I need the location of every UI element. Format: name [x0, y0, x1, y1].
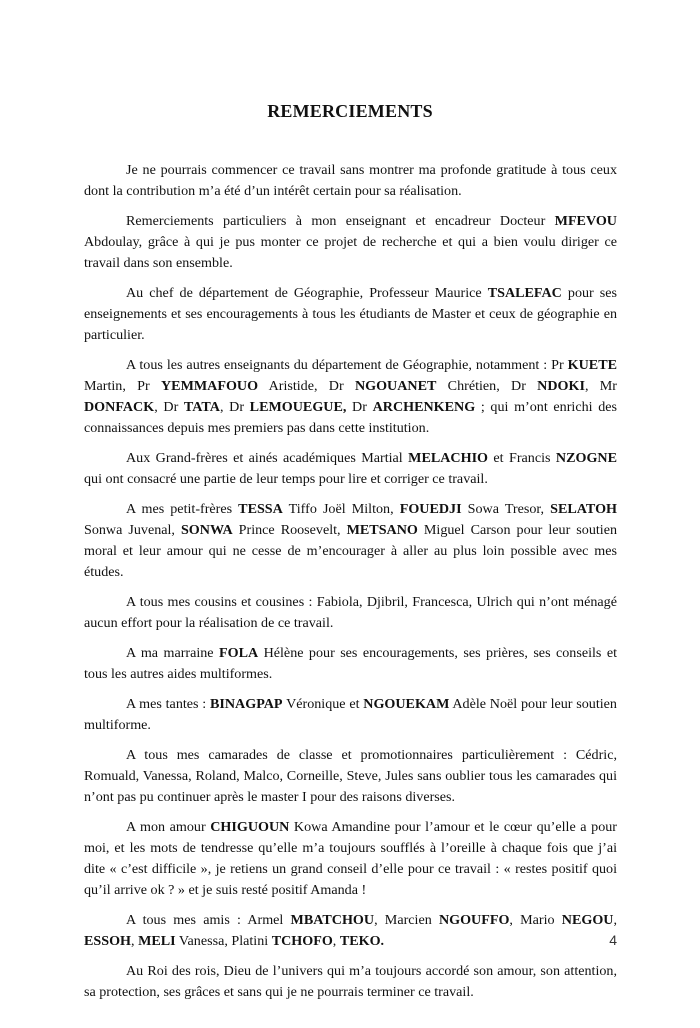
- text-run: Véronique et: [282, 696, 364, 712]
- acknowledgements-body: [84, 160, 617, 1012]
- paragraph: [84, 745, 617, 808]
- text-run: , Dr: [219, 399, 250, 415]
- bold-name: KUETE: [567, 357, 617, 373]
- bold-name: MFEVOU: [554, 213, 617, 229]
- bold-name: DONFACK: [84, 399, 155, 415]
- paragraph: [84, 448, 617, 490]
- text-run: A ma marraine: [126, 645, 219, 661]
- bold-name: BINAGPAP: [209, 696, 283, 712]
- text-run: ,: [131, 933, 139, 949]
- text-run: Prince Roosevelt,: [232, 522, 347, 538]
- paragraph: [84, 283, 617, 346]
- text-run: Je ne pourrais commencer ce travail sans montrer ma profonde gratitude à tous ceux dont la contribution m’a été d’un intérêt certain pour sa réalisation.: [84, 162, 617, 199]
- text-run: A mes petit-frères: [126, 501, 239, 517]
- bold-name: NGOUANET: [354, 378, 437, 394]
- text-run: Sonwa Juvenal,: [84, 522, 181, 538]
- paragraph: [84, 694, 617, 736]
- text-run: A tous mes cousins et cousines : Fabiola, Djibril, Francesca, Ulrich qui n’ont ménagé aucun effort pour la réalisation de ce travail.: [84, 594, 617, 631]
- text-run: ; qui m’ont enrichi des connaissances depuis mes premiers pas dans cette institution.: [84, 399, 617, 436]
- bold-name: MELI: [138, 933, 176, 949]
- bold-name: LEMOUEGUE,: [249, 399, 347, 415]
- paragraph: [84, 817, 617, 901]
- text-run: Remerciements particuliers à mon enseignant et encadreur Docteur: [126, 213, 555, 229]
- text-run: , Mr: [584, 378, 617, 394]
- text-run: Tiffo Joël Milton,: [282, 501, 400, 517]
- text-run: pour ses enseignements et ses encouragements à tous les étudiants de Master et ceux de géographie en particulier.: [84, 285, 617, 343]
- bold-name: FOLA: [219, 645, 259, 661]
- bold-name: YEMMAFOUO: [160, 378, 259, 394]
- text-run: Miguel Carson pour leur soutien moral et leur amour qui ne cesse de m’encourager à aller au plus loin possible avec mes études.: [84, 522, 617, 580]
- paragraph: [84, 910, 617, 952]
- paragraph: [84, 160, 617, 202]
- bold-name: TESSA: [238, 501, 283, 517]
- paragraph: [84, 211, 617, 274]
- bold-name: MELACHIO: [408, 450, 489, 466]
- text-run: Abdoulay, grâce à qui je pus monter ce projet de recherche et qui a bien voulu diriger ce travail dans son ensemble.: [84, 234, 617, 271]
- bold-name: TCHOFO: [271, 933, 333, 949]
- paragraph: [84, 355, 617, 439]
- text-run: A mon amour: [126, 819, 211, 835]
- paragraph: [84, 499, 617, 583]
- text-run: Au Roi des rois, Dieu de l’univers qui m’a toujours accordé son amour, son attention, sa protection, ses grâces et sans qui je ne pourrais terminer ce travail.: [84, 963, 617, 1000]
- text-run: , Dr: [154, 399, 184, 415]
- bold-name: METSANO: [346, 522, 418, 538]
- text-run: A tous mes amis : Armel: [126, 912, 291, 928]
- bold-name: TEKO.: [339, 933, 385, 949]
- text-run: A tous mes camarades de classe et promotionnaires particulièrement : Cédric, Romuald, Vanessa, Roland, Malco, Corneille, Steve, Jules sans oublier tous les camarades qui n’ont pas pu continuer après le master I pour des raisons diverses.: [84, 747, 617, 805]
- bold-name: CHIGUOUN: [210, 819, 290, 835]
- text-run: Vanessa, Platini: [175, 933, 272, 949]
- paragraph: [84, 643, 617, 685]
- text-run: Aux Grand-frères et ainés académiques Martial: [126, 450, 409, 466]
- bold-name: TSALEFAC: [487, 285, 562, 301]
- text-run: Sowa Tresor,: [461, 501, 551, 517]
- text-run: Aristide, Dr: [258, 378, 355, 394]
- bold-name: NEGOU: [561, 912, 614, 928]
- text-run: Au chef de département de Géographie, Professeur Maurice: [126, 285, 488, 301]
- text-run: et Francis: [488, 450, 556, 466]
- text-run: A mes tantes :: [126, 696, 210, 712]
- text-run: Hélène pour ses encouragements, ses prières, ses conseils et tous les autres aides multiformes.: [84, 645, 617, 682]
- bold-name: NDOKI: [537, 378, 585, 394]
- page-number: 4: [609, 932, 617, 948]
- bold-name: SONWA: [180, 522, 233, 538]
- bold-name: ESSOH: [84, 933, 132, 949]
- text-run: Kowa Amandine pour l’amour et le cœur qu’elle a pour moi, et les mots de tendresse qu’elle m’a toujours soufflés à l’oreille à chaque fois que j’ai dite « c’est difficile », je retiens un grand conseil d’elle pour ce travail : « restes positif quoi qu’il arrive ok ? » et je suis resté positif Amanda !: [84, 819, 617, 898]
- bold-name: NGOUFFO: [438, 912, 510, 928]
- bold-name: ARCHENKENG: [372, 399, 476, 415]
- bold-name: FOUEDJI: [399, 501, 462, 517]
- text-run: Martin, Pr: [84, 378, 161, 394]
- paragraph: [84, 961, 617, 1003]
- bold-name: TATA: [183, 399, 220, 415]
- text-run: Dr: [346, 399, 373, 415]
- page-title: REMERCIEMENTS: [267, 101, 433, 121]
- bold-name: SELATOH: [550, 501, 617, 517]
- text-run: ,: [613, 912, 618, 928]
- text-run: Adèle Noël pour leur soutien multiforme.: [84, 696, 617, 733]
- text-run: , Mario: [509, 912, 562, 928]
- bold-name: MBATCHOU: [290, 912, 375, 928]
- paragraph: [84, 592, 617, 634]
- text-run: A tous les autres enseignants du département de Géographie, notamment : Pr: [126, 357, 568, 373]
- text-run: ,: [332, 933, 340, 949]
- bold-name: NZOGNE: [555, 450, 618, 466]
- text-run: qui ont consacré une partie de leur temps pour lire et corriger ce travail.: [84, 471, 488, 487]
- bold-name: NGOUEKAM: [363, 696, 450, 712]
- text-run: Chrétien, Dr: [436, 378, 538, 394]
- text-run: , Marcien: [374, 912, 439, 928]
